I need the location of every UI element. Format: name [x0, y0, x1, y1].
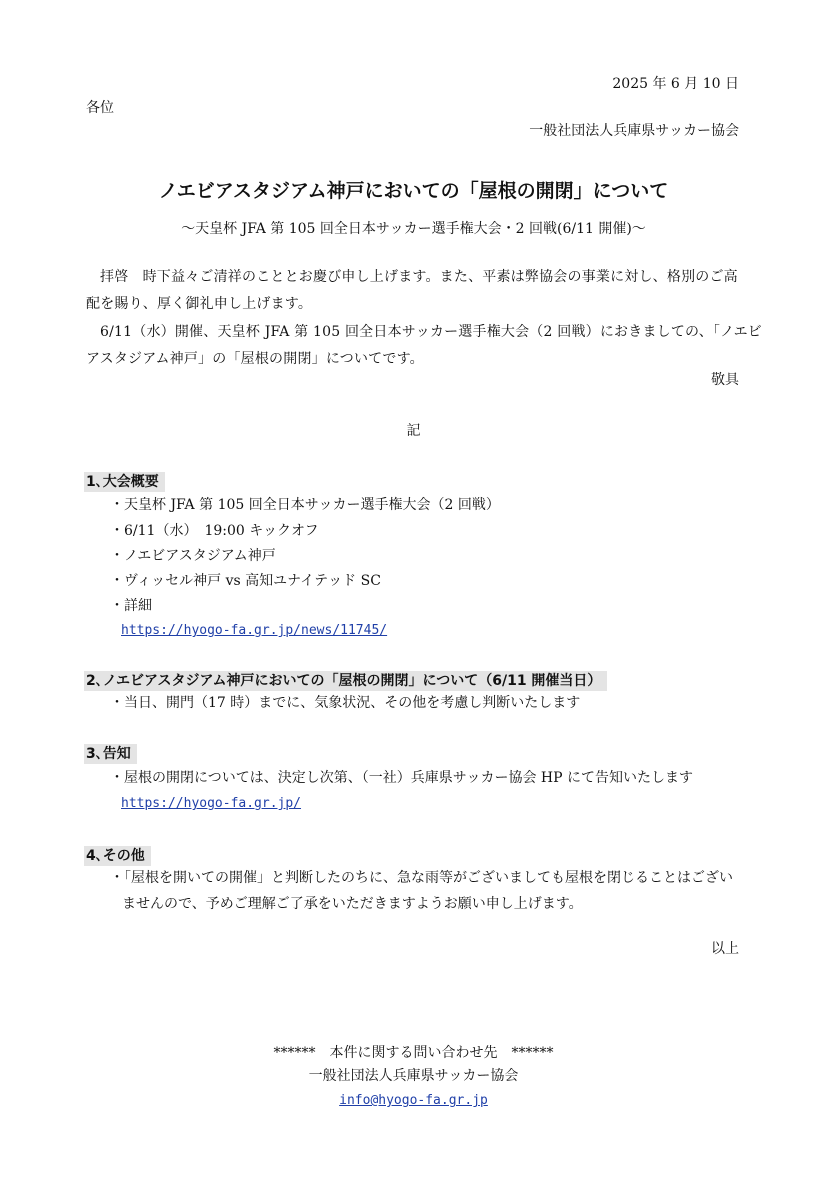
section-1-heading: 1､大会概要	[84, 472, 165, 492]
section-2-heading: 2､ノエビアスタジアム神戸においての「屋根の開閉」について（6/11 開催当日）	[84, 671, 607, 691]
section-4-heading: 4､その他	[84, 846, 151, 866]
contact-email-wrapper	[0, 1093, 827, 1107]
section-1-item-3: ・ノエビアスタジアム神戸	[110, 548, 276, 564]
details-link[interactable]: https://hyogo-fa.gr.jp/news/11745/	[121, 623, 388, 638]
section-1-item-5: ・詳細	[110, 598, 152, 614]
section-1-item-2: ・6/11（水） 19:00 キックオフ	[110, 523, 319, 539]
sender-organization: 一般社団法人兵庫県サッカー協会	[529, 123, 739, 139]
homepage-link[interactable]: https://hyogo-fa.gr.jp/	[121, 796, 302, 811]
document-date: 2025 年 6 月 10 日	[612, 76, 739, 92]
document-subtitle: ～天皇杯 JFA 第 105 回全日本サッカー選手権大会・2 回戦(6/11 開催)～	[181, 221, 646, 237]
section-1-item-4: ・ヴィッセル神戸 vs 高知ユナイテッド SC	[110, 573, 381, 589]
document-title: ノエビアスタジアム神戸においての「屋根の開閉」について	[158, 180, 669, 202]
intro-line-1: 拝啓 時下益々ご清祥のこととお慶び申し上げます。また、平素は弊協会の事業に対し、格別のご高	[100, 269, 738, 285]
end-mark: 以上	[711, 941, 739, 957]
contact-email-link[interactable]: info@hyogo-fa.gr.jp	[339, 1093, 488, 1108]
contact-organization: 一般社団法人兵庫県サッカー協会	[308, 1068, 519, 1084]
ki-mark: 記	[406, 423, 421, 439]
section-2-item-1: ・当日、開門（17 時）までに、気象状況、その他を考慮し判断いたします	[110, 695, 581, 711]
intro-line-4: アスタジアム神戸」の「屋根の開閉」についてです。	[86, 351, 424, 367]
addressee: 各位	[86, 100, 114, 116]
contact-header: ****** 本件に関する問い合わせ先 ******	[273, 1045, 554, 1061]
closing-keigu: 敬具	[711, 372, 739, 388]
intro-line-2: 配を賜り、厚く御礼申し上げます。	[86, 296, 313, 312]
section-1-item-1: ・天皇杯 JFA 第 105 回全日本サッカー選手権大会（2 回戦）	[110, 497, 500, 513]
section-4-line-2: ませんので、予めご理解ご了承をいただきますようお願い申し上げます。	[122, 896, 583, 912]
section-3-heading: 3､告知	[84, 744, 137, 764]
section-3-item-1: ・屋根の開閉については、決定し次第、（一社）兵庫県サッカー協会 HP にて告知いたします	[110, 770, 693, 786]
intro-line-3: 6/11（水）開催、天皇杯 JFA 第 105 回全日本サッカー選手権大会（2 回戦）におきましての、「ノエビ	[100, 324, 762, 340]
section-4-line-1: ・「屋根を開いての開催」と判断したのちに、急な雨等がございましても屋根を閉じることはござい	[110, 870, 733, 886]
